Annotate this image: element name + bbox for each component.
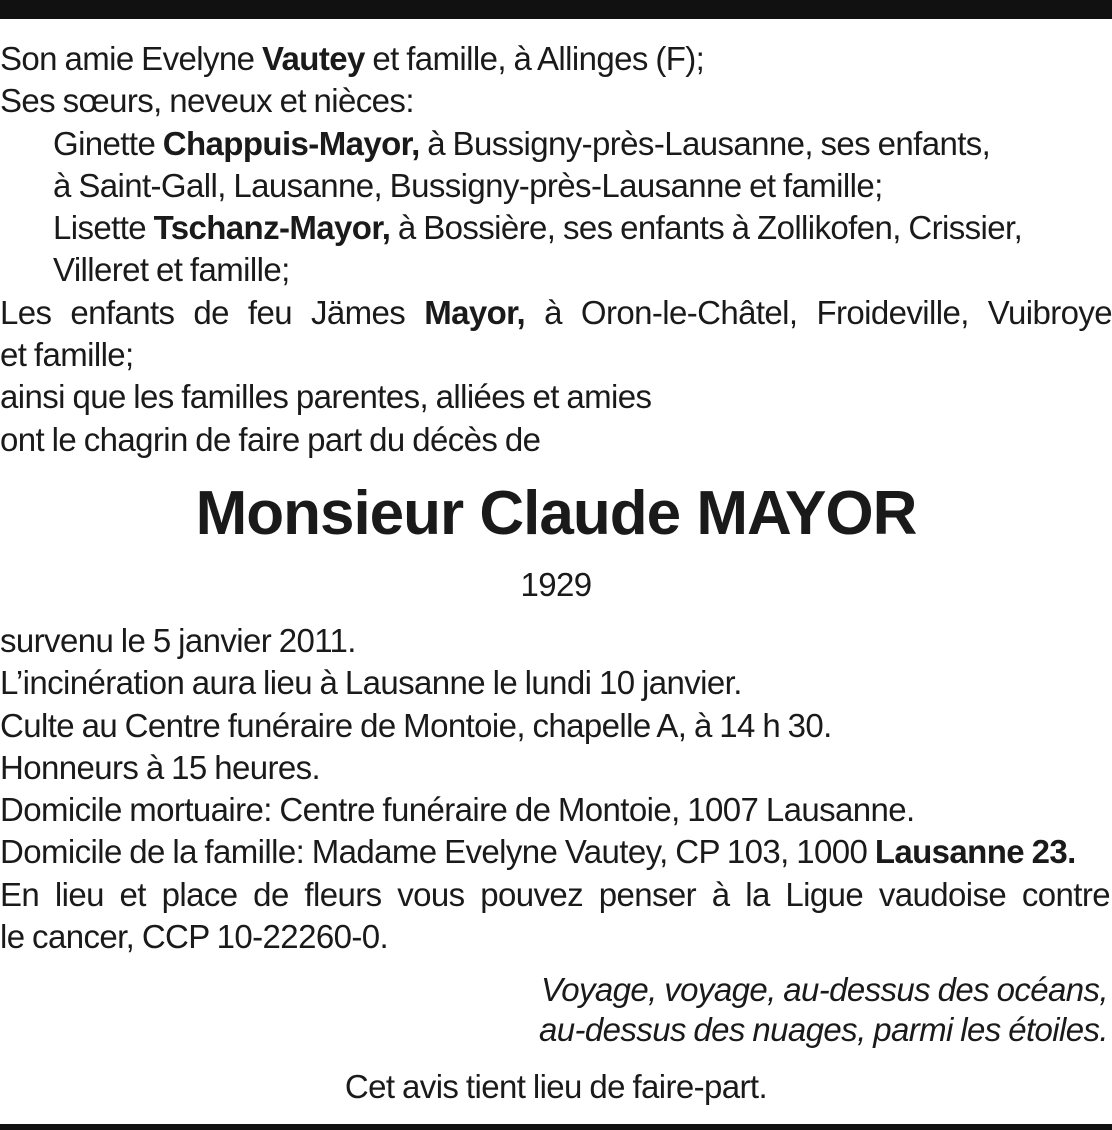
lisette-line: Lisette Tschanz-Mayor, à Bossière, ses enfants à Zollikofen, Crissier,	[53, 209, 1023, 247]
lisette-surname: Tschanz-Mayor,	[153, 209, 391, 247]
bottom-border-rule	[0, 1124, 1112, 1130]
james-surname: Mayor,	[424, 293, 526, 331]
announcement-line: ont le chagrin de faire part du décès de	[0, 420, 541, 458]
james-line: Les enfants de feu Jämes Mayor, à Oron-le-Châtel, Froideville, Vuibroye	[0, 293, 1112, 331]
deceased-name: Monsieur Claude MAYOR	[195, 479, 917, 548]
flowers-continuation: le cancer, CCP 10-22260-0.	[0, 918, 389, 956]
cremation-line: L’incinération aura lieu à Lausanne le lundi 10 janvier.	[0, 664, 742, 702]
ginette-continuation: à Saint-Gall, Lausanne, Bussigny-près-Lausanne et famille;	[53, 166, 883, 204]
family-list	[0, 38, 1112, 461]
death-date-line: survenu le 5 janvier 2011.	[0, 622, 356, 659]
friend-surname: Vautey	[261, 40, 365, 77]
funeral-details	[0, 620, 1110, 958]
service-line: Culte au Centre funéraire de Montoie, chapelle A, à 14 h 30.	[0, 706, 832, 744]
relatives-line: ainsi que les familles parentes, alliées et amies	[0, 378, 652, 416]
quote-line-1: Voyage, voyage, au-dessus des océans,	[541, 971, 1108, 1008]
quote-line-2: au-dessus des nuages, parmi les étoiles.	[539, 1011, 1108, 1048]
siblings-intro: Ses sœurs, neveux et nièces:	[0, 82, 414, 120]
james-continuation: et famille;	[0, 336, 134, 374]
friend-line: Son amie Evelyne Vautey et famille, à Allinges (F);	[0, 40, 705, 77]
ginette-line: Ginette Chappuis-Mayor, à Bussigny-près-Lausanne, ses enfants,	[53, 124, 991, 162]
ginette-surname: Chappuis-Mayor,	[162, 124, 420, 162]
poem-quote	[539, 970, 1108, 1050]
mortuary-line: Domicile mortuaire: Centre funéraire de Montoie, 1007 Lausanne.	[0, 791, 915, 829]
closing-note: Cet avis tient lieu de faire-part.	[344, 1068, 768, 1105]
flowers-line: En lieu et place de fleurs vous pouvez penser à la Ligue vaudoise contre	[0, 875, 1110, 913]
birth-year: 1929	[520, 566, 592, 603]
top-border-rule	[0, 0, 1112, 19]
family-address-city: Lausanne 23.	[874, 833, 1076, 871]
family-address-line: Domicile de la famille: Madame Evelyne Vautey, CP 103, 1000 Lausanne 23.	[0, 833, 1076, 871]
lisette-continuation: Villeret et famille;	[53, 251, 290, 289]
honours-line: Honneurs à 15 heures.	[0, 748, 321, 786]
